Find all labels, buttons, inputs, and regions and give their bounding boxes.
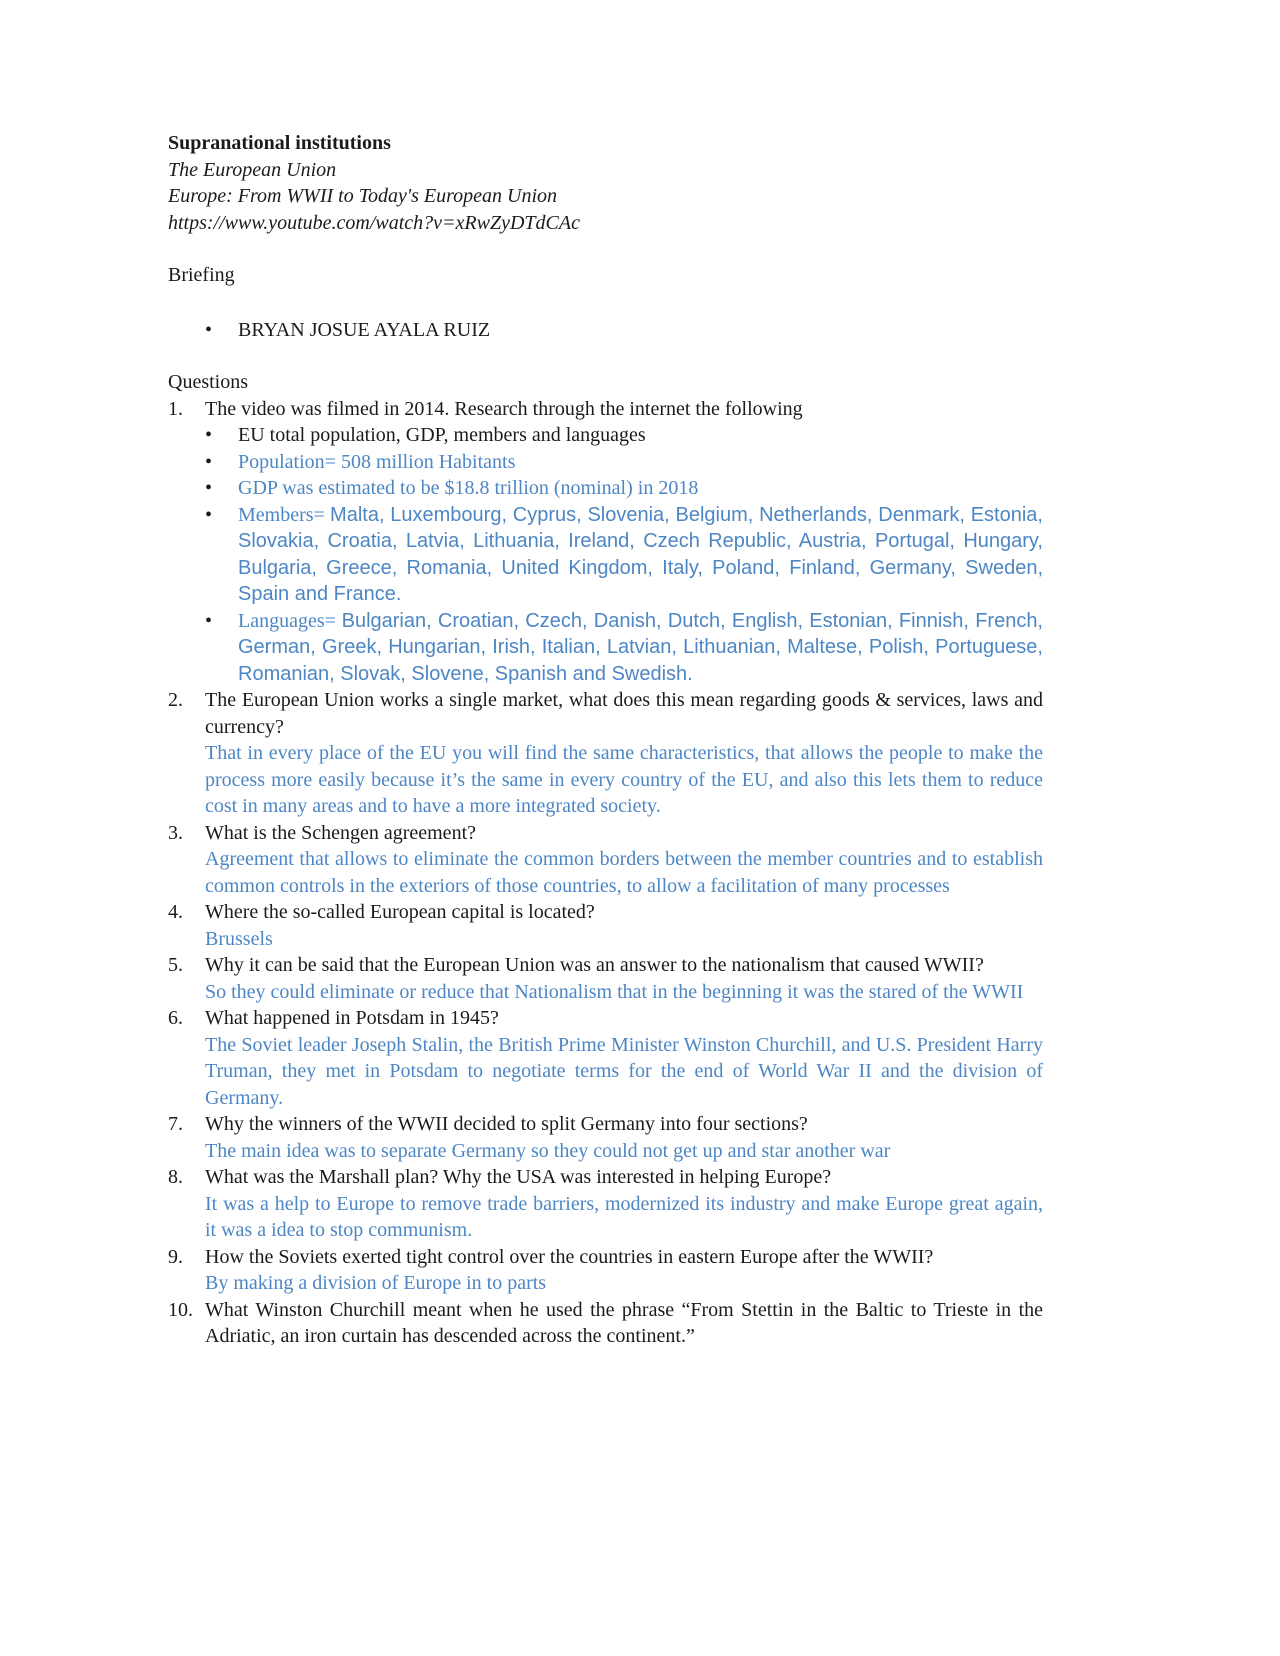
answer-members [238, 502, 1043, 608]
briefing-list-item [205, 317, 1043, 344]
question-text: What was the Marshall plan? Why the USA was interested in helping Europe? [205, 1166, 832, 1188]
doc-subtitle: The European Union [168, 158, 337, 181]
question-text: What happened in Potsdam in 1945? [205, 1007, 499, 1029]
question-number: 1. [168, 397, 183, 420]
question-text: Why it can be said that the European Union was an answer to the nationalism that caused WWII? [205, 954, 984, 976]
bullet-icon: • [205, 503, 213, 526]
answer-text: So they could eliminate or reduce that Nationalism that in the beginning it was the stared of the WWII [205, 980, 1024, 1003]
bullet-item [205, 449, 1043, 476]
bullet-icon: • [205, 450, 213, 473]
answer-text: By making a division of Europe in to parts [205, 1272, 547, 1294]
bullet-icon: • [205, 477, 213, 499]
bullet-icon: • [205, 609, 213, 632]
bullet-icon: • [205, 424, 213, 446]
answer-text: That in every place of the EU you will find the same characteristics, that allows the people to make the process more easily because it’s the same in every country of the EU, and also this lets them to reduce cost in many areas and to have a more integrated society. [205, 742, 1043, 817]
question-item [168, 1111, 1043, 1164]
answer-members-list: Malta, Luxembourg, Cyprus, Slovenia, Belgium, Netherlands, Denmark, Estonia, Slovakia, Croatia, Latvia, Lithuania, Ireland, Czech Republic, Austria, Portugal, Hungary, Bulgaria, Greece, Romania, United Kingdom, Italy, Poland, Finland, Germany, Sweden, Spain and France. [238, 503, 1043, 605]
answer-languages-label: Languages= [238, 609, 342, 632]
question-text: Where the so-called European capital is located? [205, 901, 595, 923]
question-item [168, 952, 1043, 1005]
question-text: The video was filmed in 2014. Research through the internet the following [205, 397, 803, 420]
answer-population: Population= 508 million Habitants [238, 450, 516, 473]
bullet-icon: • [205, 318, 213, 341]
answer-languages [238, 608, 1043, 688]
doc-subtitle-topic: Europe: From WWII to Today's European Union [168, 185, 558, 207]
bullet-item [205, 422, 1043, 449]
question-item [168, 1005, 1043, 1111]
question-number: 10. [168, 1298, 193, 1321]
doc-title: Supranational institutions [168, 132, 391, 154]
question-item [168, 899, 1043, 952]
question-number: 5. [168, 954, 183, 976]
question-item [168, 687, 1043, 820]
question-number: 2. [168, 689, 183, 711]
question-number: 7. [168, 1113, 183, 1135]
answer-text: The Soviet leader Joseph Stalin, the British Prime Minister Winston Churchill, and U.S. President Harry Truman, they met in Potsdam to negotiate terms for the end of World War II and the division of Germany. [205, 1033, 1043, 1109]
question-item [168, 396, 1043, 688]
question-text: What is the Schengen agreement? [205, 821, 476, 844]
question-number: 3. [168, 821, 183, 844]
answer-text: It was a help to Europe to remove trade barriers, modernized its industry and make Europe great again, it was a idea to stop communism. [205, 1192, 1043, 1241]
answer-languages-list: Bulgarian, Croatian, Czech, Danish, Dutch, English, Estonian, Finnish, French, German, Greek, Hungarian, Irish, Italian, Latvian, Lithuanian, Maltese, Polish, Portuguese, Romanian, Slovak, Slovene, Spanish and Swedish. [238, 609, 1043, 685]
bullet-item [205, 475, 1043, 502]
question-text: What Winston Churchill meant when he used the phrase “From Stettin in the Baltic to Trieste in the Adriatic, an iron curtain has descended across the continent.” [205, 1298, 1043, 1347]
question-number: 4. [168, 901, 183, 923]
question-number: 9. [168, 1245, 183, 1268]
briefing-student-name: BRYAN JOSUE AYALA RUIZ [238, 318, 491, 341]
answer-text: The main idea was to separate Germany so they could not get up and star another war [205, 1139, 891, 1162]
bullet-text: EU total population, GDP, members and languages [238, 424, 646, 446]
question-number: 6. [168, 1007, 183, 1029]
briefing-heading: Briefing [168, 264, 235, 286]
answer-members-label: Members= [238, 503, 331, 526]
question-item [168, 1244, 1043, 1297]
question-number: 8. [168, 1166, 183, 1188]
bullet-item [205, 608, 1043, 688]
questions-heading: Questions [168, 371, 248, 393]
question-text: Why the winners of the WWII decided to split Germany into four sections? [205, 1113, 808, 1135]
question-text: How the Soviets exerted tight control over the countries in eastern Europe after the WWII? [205, 1245, 934, 1268]
answer-text: Agreement that allows to eliminate the common borders between the member countries and to establish common controls in the exteriors of those countries, to allow a facilitation of many processes [205, 848, 1043, 897]
answer-text: Brussels [205, 927, 273, 950]
bullet-item [205, 502, 1043, 608]
question-item [168, 1297, 1043, 1350]
question-text: The European Union works a single market, what does this mean regarding goods & services, laws and currency? [205, 689, 1043, 738]
question-item [168, 820, 1043, 900]
question-item [168, 1164, 1043, 1244]
answer-gdp: GDP was estimated to be $18.8 trillion (nominal) in 2018 [238, 477, 699, 499]
video-url: https://www.youtube.com/watch?v=xRwZyDTdCAc [168, 211, 580, 234]
